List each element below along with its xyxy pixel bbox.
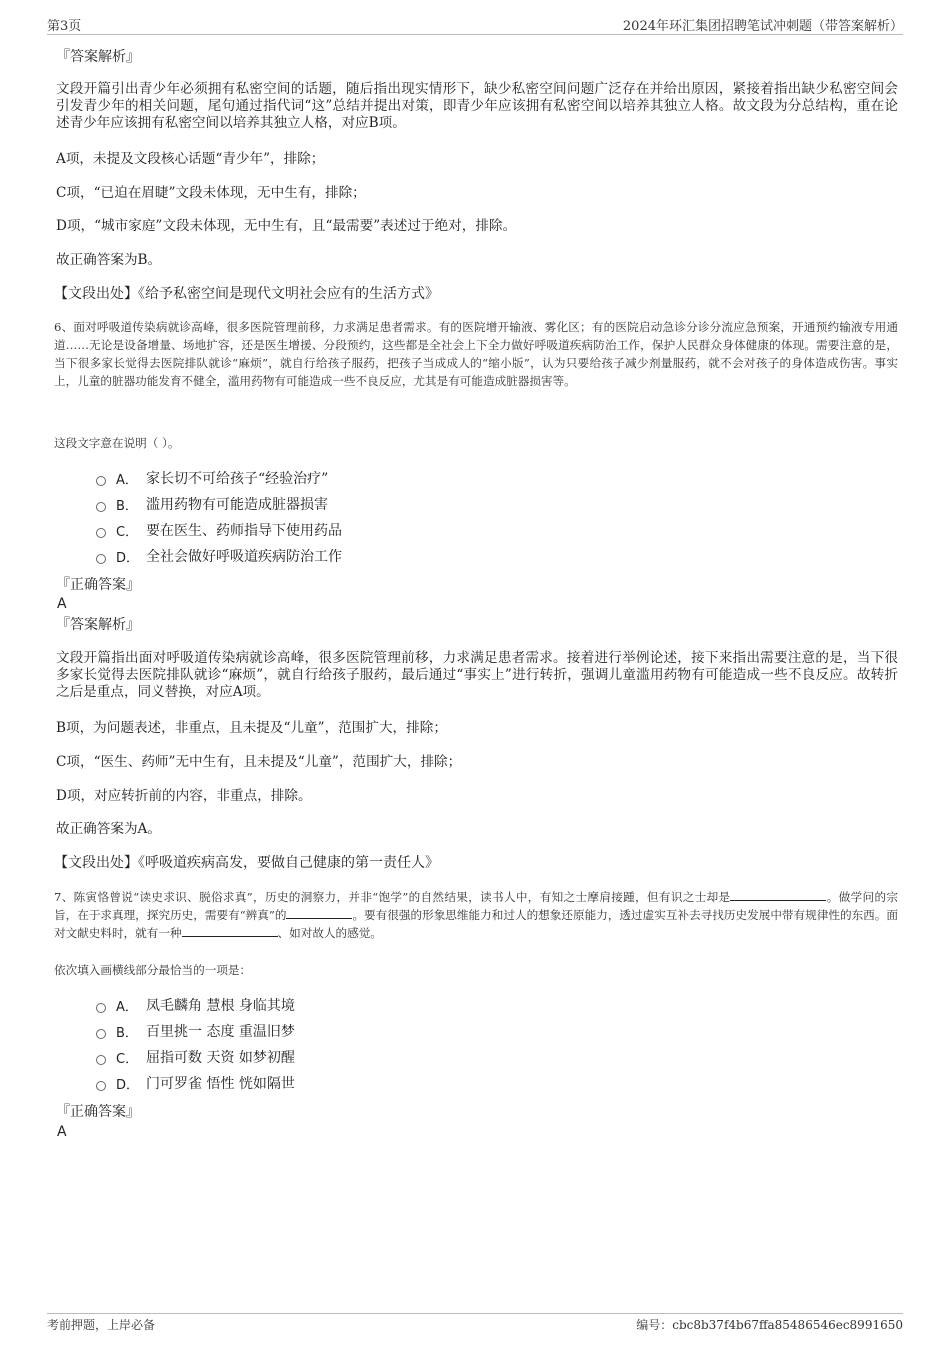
q7-options xyxy=(96,992,898,1096)
q6-option-b[interactable]: B． 滥用药物有可能造成脏器损害 xyxy=(96,491,898,517)
q6-prompt: 这段文字意在说明（ ）。 xyxy=(54,436,180,450)
q6-option-d[interactable]: D． 全社会做好呼吸道疾病防治工作 xyxy=(96,543,898,569)
q7-answer: A xyxy=(57,1124,67,1140)
q5-analysis-paragraph: 文段开篇引出青少年必须拥有私密空间的话题，随后指出现实情形下，缺少私密空间问题广泛存在并给出原因，紧接着指出缺少私密空间会引发青少年的相关问题，尾句通过指代词“这”总结并提出对策，即青少年应该拥有私密空间以培养其独立人格。故文段为分总结构，重在论述青少年应该拥有私密空间以培养其独立人格，对应B项。 xyxy=(56,81,898,131)
q5-analysis-label: 『答案解析』 xyxy=(56,49,140,65)
q6-option-c[interactable]: C． 要在医生、药师指导下使用药品 xyxy=(96,517,898,543)
q7-option-d[interactable]: D． 门可罗雀 悟性 恍如隔世 xyxy=(96,1070,898,1096)
q6-options xyxy=(96,465,898,569)
q7-blank-2 xyxy=(286,906,352,919)
q7-blank-1 xyxy=(730,888,826,901)
q6-analysis-line-c: C项，“医生、药师”无中生有，且未提及“儿童”，范围扩大，排除； xyxy=(56,754,462,770)
q6-analysis-line-b: B项，为问题表述，非重点，且未提及“儿童”，范围扩大，排除； xyxy=(56,720,447,736)
page-number: 第3页 xyxy=(47,19,82,34)
q5-analysis-line-d: D项，“城市家庭”文段未体现，无中生有，且“最需要”表述过于绝对，排除。 xyxy=(56,218,517,234)
footer-code: 编号：cbc8b37f4b67ffa85486546ec8991650 xyxy=(636,1318,903,1332)
document-title: 2024年环汇集团招聘笔试冲刺题（带答案解析） xyxy=(622,19,903,34)
q6-option-a[interactable]: A． 家长切不可给孩子“经验治疗” xyxy=(96,465,898,491)
q6-source: 【文段出处】《呼吸道疾病高发，要做自己健康的第一责任人》 xyxy=(54,855,439,871)
q5-conclusion: 故正确答案为B。 xyxy=(56,252,162,268)
q7-option-c[interactable]: C． 屈指可数 天资 如梦初醒 xyxy=(96,1044,898,1070)
q6-stem: 6、面对呼吸道传染病就诊高峰，很多医院管理前移，力求满足患者需求。有的医院增开输液、雾化区；有的医院启动急诊分诊分流应急预案，开通预约输液专用通道……无论是设备增量、场地扩容，还是医生增援、分段预约，这些都是全社会上下全力做好呼吸道疾病防治工作，保护人民群众身体健康的体现。需要注意的是，当下很多家长觉得去医院排队就诊“麻烦”，就自行给孩子服药，把孩子当成成人的“缩小版”，认为只要给孩子减少剂量服药，就不会对孩子的身体造成伤害。事实上，儿童的脏器功能发育不健全，滥用药物有可能造成一些不良反应，尤其是有可能造成脏器损害等。 xyxy=(54,320,898,388)
radio-icon[interactable] xyxy=(96,554,106,564)
q6-conclusion: 故正确答案为A。 xyxy=(56,821,161,837)
q6-analysis-label: 『答案解析』 xyxy=(56,617,140,633)
page-footer xyxy=(47,1313,903,1336)
q6-answer-label: 『正确答案』 xyxy=(56,577,140,593)
radio-icon[interactable] xyxy=(96,476,106,486)
radio-icon[interactable] xyxy=(96,1003,106,1013)
q5-analysis-line-a: A项，未提及文段核心话题“青少年”，排除； xyxy=(56,151,325,167)
radio-icon[interactable] xyxy=(96,1029,106,1039)
q7-option-a[interactable]: A． 凤毛麟角 慧根 身临其境 xyxy=(96,992,898,1018)
q7-answer-label: 『正确答案』 xyxy=(56,1104,140,1120)
page-header xyxy=(47,14,903,35)
q5-source: 【文段出处】《给予私密空间是现代文明社会应有的生活方式》 xyxy=(54,286,439,302)
radio-icon[interactable] xyxy=(96,1055,106,1065)
footer-slogan: 考前押题，上岸必备 xyxy=(47,1318,156,1332)
q7-blank-3 xyxy=(182,924,278,937)
radio-icon[interactable] xyxy=(96,528,106,538)
q5-analysis-line-c: C项，“已迫在眉睫”文段未体现，无中生有，排除； xyxy=(56,185,366,201)
q7-prompt: 依次填入画横线部分最恰当的一项是： xyxy=(54,963,252,977)
q7-stem: 7、陈寅恪曾说“读史求识、脱俗求真”，历史的洞察力，并非“饱学”的自然结果，读书人中，有知之士摩肩接踵，但有识之士却是 。做学问的宗旨，在于求真理，探究历史，需要有“辨真”的 。要有很强的形象思维能力和过人的想象还原能力，透过虚实互补去寻找历史发展中带有规律性的东西。面对文献史料时，就有一种 、如对故人的感觉。 xyxy=(54,890,898,940)
radio-icon[interactable] xyxy=(96,1081,106,1091)
q6-analysis-paragraph: 文段开篇指出面对呼吸道传染病就诊高峰，很多医院管理前移，力求满足患者需求。接着进行举例论述，接下来指出需要注意的是，当下很多家长觉得去医院排队就诊“麻烦”，就自行给孩子服药，最后通过“事实上”进行转折，强调儿童滥用药物有可能造成一些不良反应。故转折之后是重点，同义替换，对应A项。 xyxy=(56,650,898,700)
q7-option-b[interactable]: B． 百里挑一 态度 重温旧梦 xyxy=(96,1018,898,1044)
q6-answer: A xyxy=(57,596,67,612)
radio-icon[interactable] xyxy=(96,502,106,512)
q6-analysis-line-d: D项，对应转折前的内容，非重点，排除。 xyxy=(56,788,312,804)
